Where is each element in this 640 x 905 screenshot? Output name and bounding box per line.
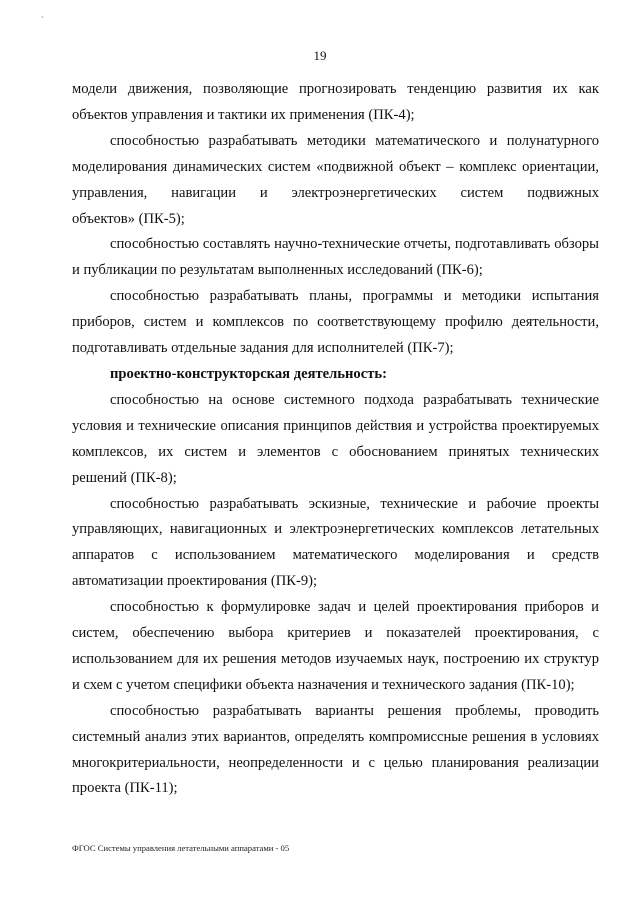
footer-text: ФГОС Системы управления летательными аппаратами - 05 [72,843,290,853]
scan-speck: ` [41,15,44,25]
text-line: способностью на основе системного подхода разрабатывать технические [110,391,599,408]
text-line: проекта (ПК-11); [72,780,178,797]
text-line: комплексов, их систем и элементов с обоснованием принятых технических [72,443,599,460]
text-line: и схем с учетом специфики объекта назначения и технического задания (ПК-10); [72,676,575,693]
text-line: подготавливать отдельные задания для исполнителей (ПК-7); [72,340,454,357]
text-line: способностью разрабатывать варианты решения проблемы, проводить [110,702,599,719]
text-line: способностью разрабатывать эскизные, технические и рабочие проекты [110,495,599,512]
text-line: использованием для их решения методов изучаемых наук, построению их структур [72,650,599,667]
text-line: многокритериальности, неопределенности и с целью планирования реализации [72,754,599,771]
text-line: способностью составлять научно-технические отчеты, подготавливать обзоры [110,236,599,253]
text-line: управления, навигации и электроэнергетических систем подвижных [72,184,599,201]
text-line: системный анализ этих вариантов, определять компромиссные решения в условиях [72,728,599,745]
body-text [72,77,599,802]
text-line: модели движения, позволяющие прогнозировать тенденцию развития их как [72,81,599,97]
text-line: аппаратов с использованием математического моделирования и средств [72,547,599,564]
text-line: и публикации по результатам выполненных исследований (ПК-6); [72,262,483,279]
text-line: объектов управления и тактики их применения (ПК-4); [72,106,415,123]
page-number: 19 [313,48,327,63]
section-heading: проектно-конструкторская деятельность: [110,365,387,382]
text-line: автоматизации проектирования (ПК-9); [72,573,318,590]
text-line: способностью к формулировке задач и целей проектирования приборов и [110,599,599,616]
text-line: способностью разрабатывать планы, программы и методики испытания [110,288,599,305]
text-line: приборов, систем и комплексов по соответствующему профилю деятельности, [72,314,599,331]
text-line: условия и технические описания принципов действия и устройства проектируемых [72,417,599,434]
text-line: управляющих, навигационных и электроэнергетических комплексов летательных [72,521,599,538]
text-line: объектов» (ПК-5); [72,210,185,227]
text-line: решений (ПК-8); [72,469,177,486]
text-line: систем, обеспечению выбора критериев и показателей проектирования, с [72,625,599,642]
text-line: способностью разрабатывать методики математического и полунатурного [110,132,599,149]
text-line: моделирования динамических систем «подвижной объект – комплекс ориентации, [72,158,599,175]
